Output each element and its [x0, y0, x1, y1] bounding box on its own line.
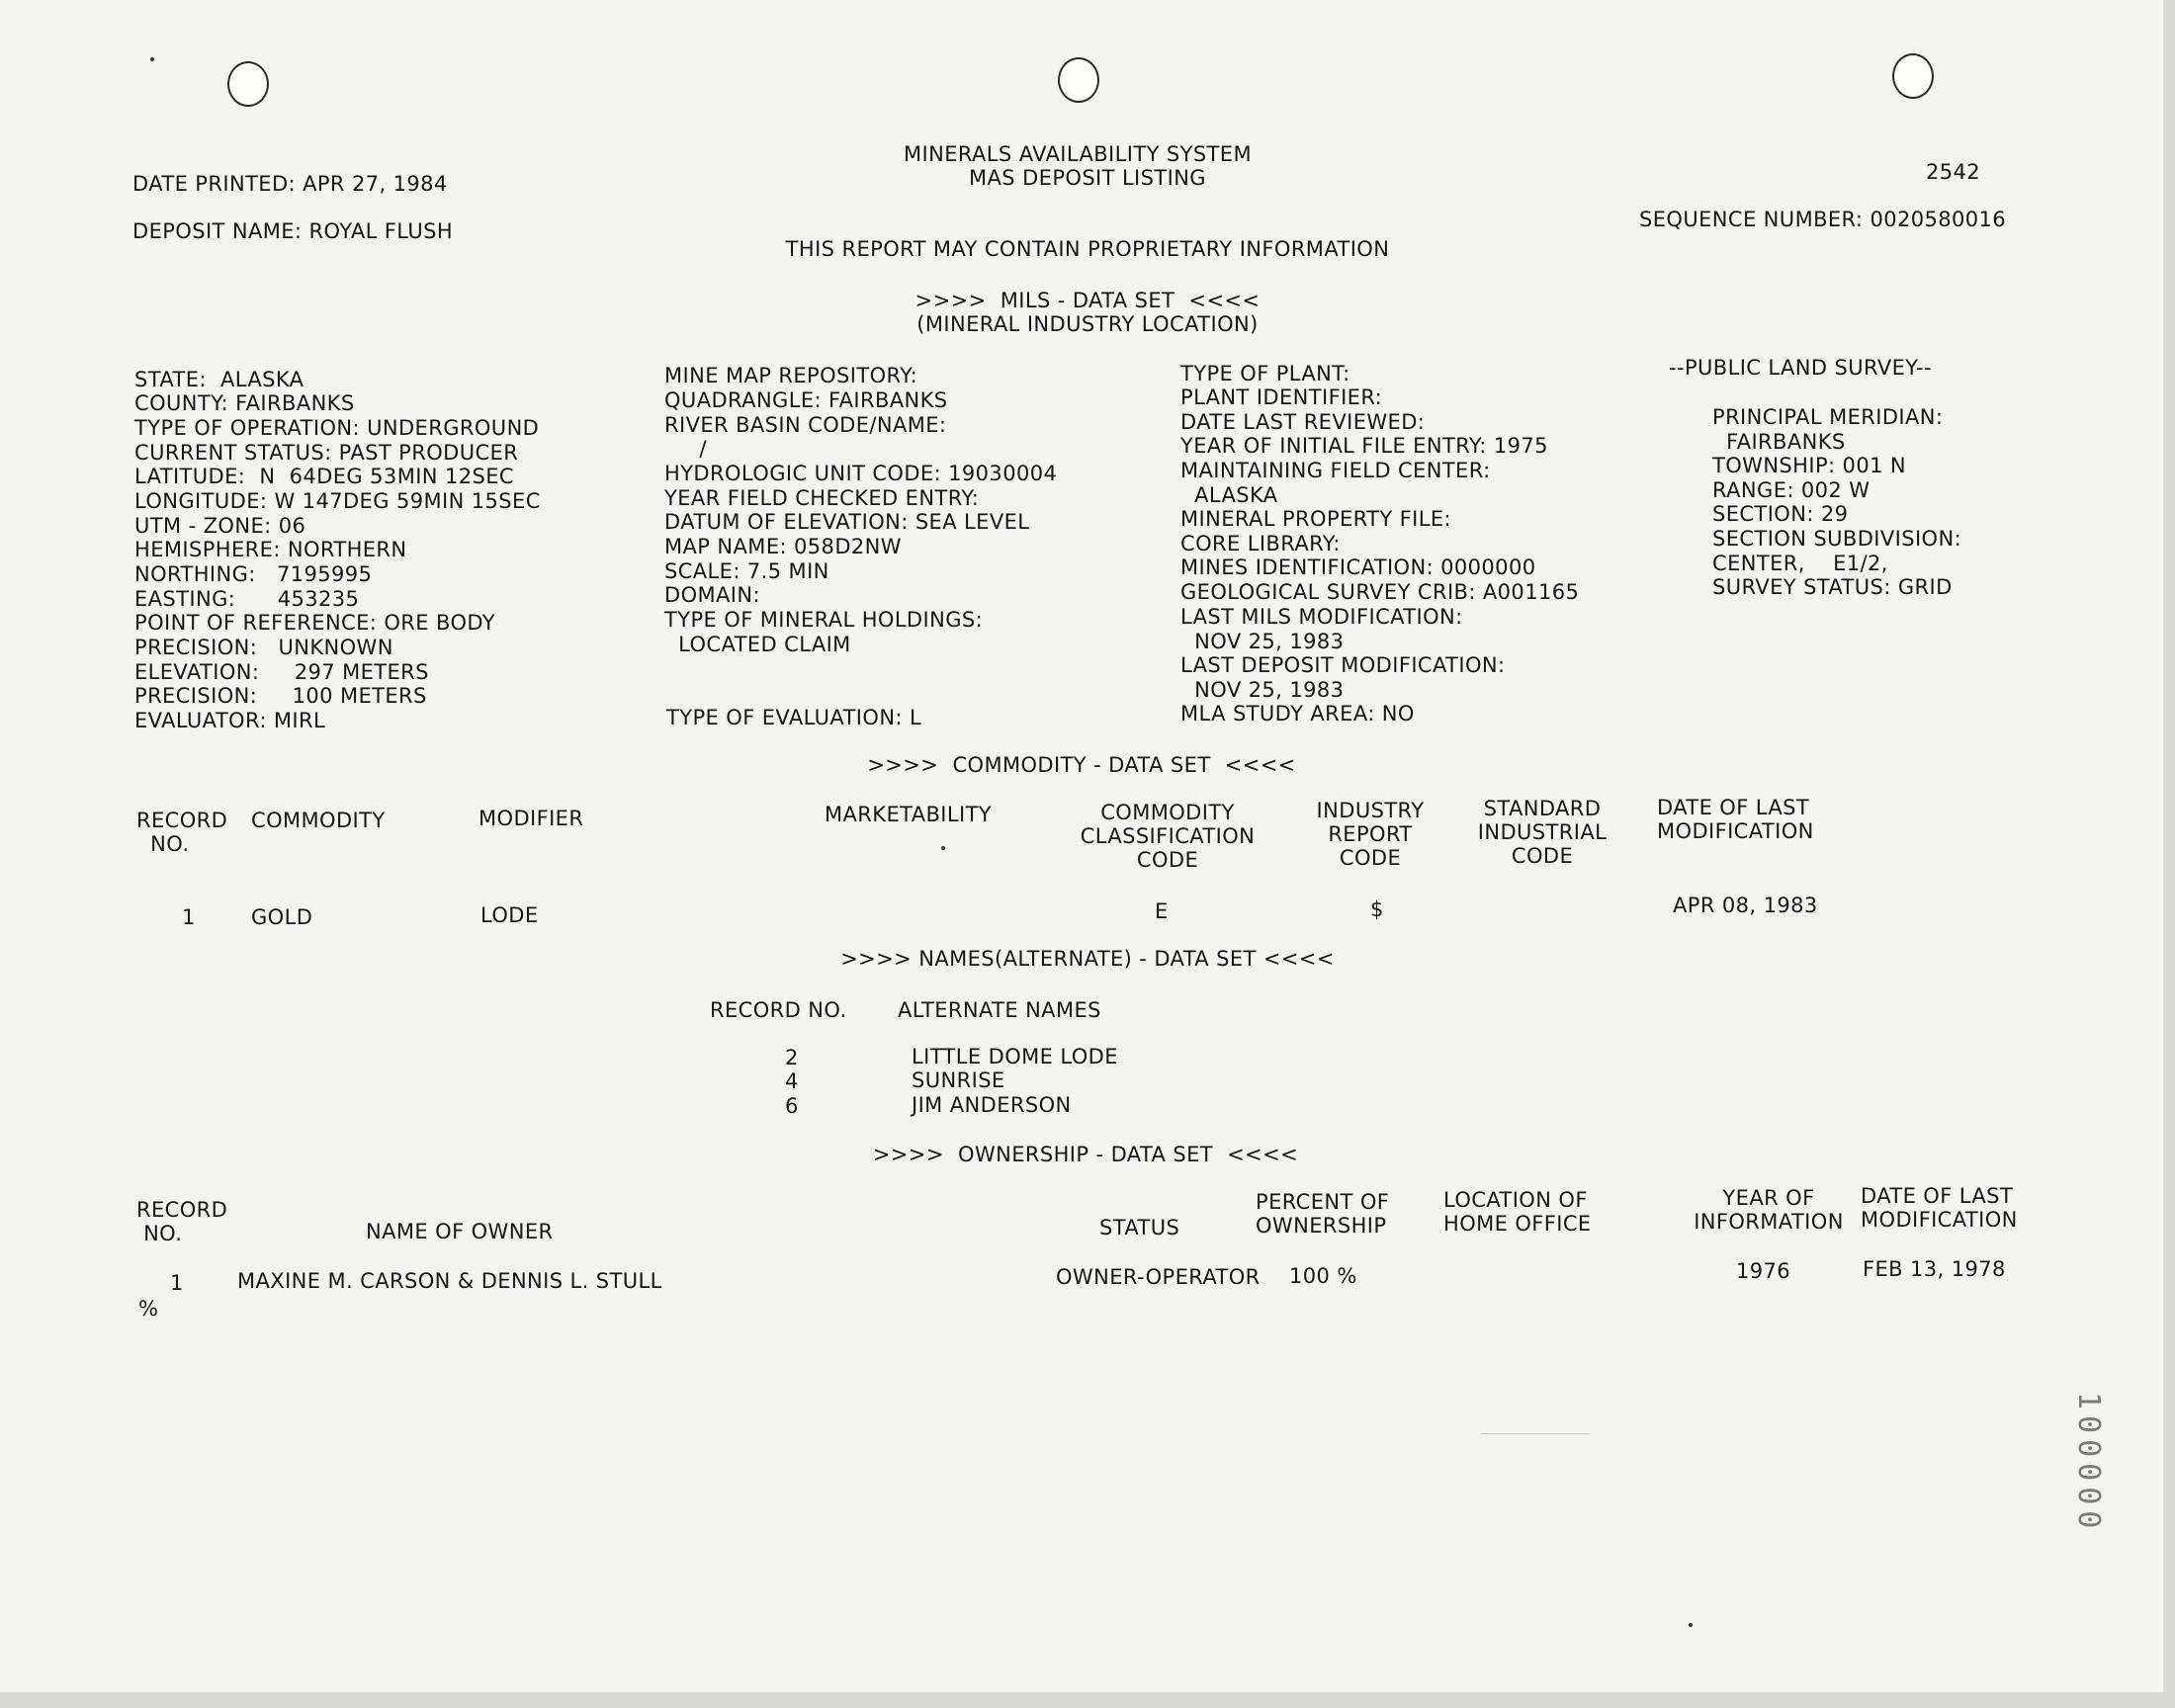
field-line: CORE LIBRARY: — [1180, 532, 1341, 555]
field-line: YEAR OF INITIAL FILE ENTRY: 1975 — [1180, 434, 1548, 458]
punch-hole-center — [1058, 57, 1099, 103]
header-owner-name: NAME OF OWNER — [366, 1220, 554, 1243]
punch-hole-left — [227, 61, 269, 107]
header-modifier: MODIFIER — [478, 807, 584, 830]
field-line: / — [664, 437, 707, 461]
field-line: ELEVATION: 297 METERS — [134, 660, 429, 684]
field-line: MAINTAINING FIELD CENTER: — [1180, 459, 1491, 482]
header-year: YEAR OF INFORMATION — [1694, 1186, 1844, 1234]
cell-owner-name: MAXINE M. CARSON & DENNIS L. STULL — [237, 1269, 662, 1293]
cell-commodity: GOLD — [251, 905, 313, 929]
header-sic-code: STANDARD INDUSTRIAL CODE — [1477, 797, 1608, 868]
field-line: TYPE OF PLANT: — [1180, 362, 1350, 385]
field-line: FAIRBANKS — [1712, 430, 1846, 454]
field-line: MINE MAP REPOSITORY: — [664, 364, 918, 387]
mils-subheading: (MINERAL INDUSTRY LOCATION) — [916, 312, 1259, 336]
field-line: SECTION SUBDIVISION: — [1712, 527, 1962, 551]
header-record-no: RECORD NO. — [136, 809, 228, 856]
field-line: TYPE OF MINERAL HOLDINGS: — [664, 608, 984, 632]
mils-heading: >>>> MILS - DATA SET <<<< — [914, 289, 1261, 312]
field-line: RIVER BASIN CODE/NAME: — [664, 413, 947, 437]
field-line: SCALE: 7.5 MIN — [664, 559, 829, 583]
names-heading: >>>> NAMES(ALTERNATE) - DATA SET <<<< — [840, 947, 1335, 971]
deposit-name: DEPOSIT NAME: ROYAL FLUSH — [132, 219, 454, 243]
cell-owner-percent: 100 % — [1289, 1264, 1357, 1288]
field-line: LOCATED CLAIM — [664, 633, 851, 656]
cell-industry: $ — [1370, 897, 1384, 921]
field-line: RANGE: 002 W — [1712, 478, 1870, 502]
field-line: EASTING: 453235 — [134, 587, 360, 611]
field-line: PRINCIPAL MERIDIAN: — [1712, 405, 1944, 429]
field-line: GEOLOGICAL SURVEY CRIB: A001165 — [1180, 580, 1580, 604]
header-classification-code: COMMODITY CLASSIFICATION CODE — [1080, 801, 1256, 872]
header-names-record: RECORD NO. — [710, 998, 847, 1022]
cell-owner-year: 1976 — [1736, 1259, 1791, 1283]
field-line: TYPE OF OPERATION: UNDERGROUND — [134, 416, 540, 440]
cell-classification: E — [1155, 899, 1169, 923]
field-line: POINT OF REFERENCE: ORE BODY — [134, 611, 496, 635]
alt-record-no: 6 — [785, 1094, 799, 1118]
field-line: CENTER, E1/2, — [1712, 552, 1888, 575]
field-line: SURVEY STATUS: GRID — [1712, 575, 1953, 599]
header-location: LOCATION OF HOME OFFICE — [1443, 1188, 1592, 1236]
ownership-heading: >>>> OWNERSHIP - DATA SET <<<< — [872, 1143, 1299, 1166]
field-line: PRECISION: 100 METERS — [134, 684, 427, 708]
alt-record-no: 4 — [785, 1069, 799, 1093]
field-line: LAST MILS MODIFICATION: — [1180, 605, 1463, 629]
field-line: CURRENT STATUS: PAST PRODUCER — [134, 441, 519, 465]
field-line: EVALUATOR: MIRL — [134, 709, 326, 732]
header-commodity: COMMODITY — [251, 809, 386, 832]
header-industry-code: INDUSTRY REPORT CODE — [1316, 799, 1425, 870]
header-date-modification: DATE OF LAST MODIFICATION — [1657, 796, 1814, 843]
scan-speck — [941, 846, 945, 850]
field-line: ALASKA — [1180, 483, 1278, 507]
field-line: TOWNSHIP: 001 N — [1712, 454, 1907, 477]
margin-stamp: 100000 — [2071, 1392, 2106, 1535]
system-title: MINERALS AVAILABILITY SYSTEM — [904, 142, 1252, 166]
field-line: MINERAL PROPERTY FILE: — [1180, 507, 1451, 531]
field-line: HEMISPHERE: NORTHERN — [134, 538, 407, 561]
field-line: PLANT IDENTIFIER: — [1180, 385, 1383, 409]
alt-record-no: 2 — [785, 1046, 799, 1069]
evaluation-type: TYPE OF EVALUATION: L — [666, 706, 922, 729]
listing-title: MAS DEPOSIT LISTING — [969, 166, 1206, 190]
trailer-mark: % — [138, 1297, 159, 1321]
field-line: YEAR FIELD CHECKED ENTRY: — [664, 486, 980, 510]
header-status: STATUS — [1099, 1216, 1180, 1239]
field-line: DOMAIN: — [664, 583, 760, 607]
page-number: 2542 — [1926, 160, 1981, 184]
field-line: DATUM OF ELEVATION: SEA LEVEL — [664, 510, 1030, 534]
field-line: LAST DEPOSIT MODIFICATION: — [1180, 653, 1506, 677]
cell-owner-date: FEB 13, 1978 — [1863, 1257, 2006, 1281]
field-line: NOV 25, 1983 — [1180, 630, 1345, 653]
field-line: STATE: ALASKA — [134, 368, 304, 391]
header-marketability: MARKETABILITY — [825, 803, 993, 826]
field-line: DATE LAST REVIEWED: — [1180, 410, 1426, 434]
commodity-heading: >>>> COMMODITY - DATA SET <<<< — [867, 753, 1296, 777]
alt-name: JIM ANDERSON — [912, 1093, 1072, 1117]
field-line: NORTHING: 7195995 — [134, 562, 373, 586]
field-line: NOV 25, 1983 — [1180, 678, 1345, 702]
cell-owner-status: OWNER-OPERATOR — [1056, 1265, 1261, 1289]
header-owner-record: RECORD NO. — [136, 1198, 228, 1245]
scan-streak — [1481, 1433, 1590, 1434]
field-line: LONGITUDE: W 147DEG 59MIN 15SEC — [134, 489, 541, 513]
alt-name: SUNRISE — [912, 1068, 1005, 1092]
field-line: UTM - ZONE: 06 — [134, 514, 306, 538]
field-line: COUNTY: FAIRBANKS — [134, 391, 355, 415]
field-line: HYDROLOGIC UNIT CODE: 19030004 — [664, 462, 1058, 485]
punch-hole-right — [1892, 53, 1934, 99]
sequence-number: SEQUENCE NUMBER: 0020580016 — [1639, 208, 2007, 231]
field-line: SECTION: 29 — [1712, 502, 1849, 526]
cell-date: APR 08, 1983 — [1673, 894, 1818, 917]
header-owner-date: DATE OF LAST MODIFICATION — [1861, 1184, 2018, 1232]
field-line: LATITUDE: N 64DEG 53MIN 12SEC — [134, 465, 514, 488]
header-alternate-names: ALTERNATE NAMES — [898, 998, 1101, 1022]
scan-speck — [1689, 1623, 1693, 1627]
cell-modifier: LODE — [480, 903, 539, 927]
scan-speck — [150, 57, 154, 61]
land-survey-title: --PUBLIC LAND SURVEY-- — [1669, 356, 1932, 380]
alt-name: LITTLE DOME LODE — [912, 1045, 1118, 1068]
proprietary-notice: THIS REPORT MAY CONTAIN PROPRIETARY INFORMATION — [785, 237, 1390, 261]
field-line: MLA STUDY AREA: NO — [1180, 702, 1415, 726]
field-line: MAP NAME: 058D2NW — [664, 535, 902, 558]
field-line: QUADRANGLE: FAIRBANKS — [664, 388, 948, 412]
header-percent: PERCENT OF OWNERSHIP — [1256, 1190, 1390, 1238]
cell-record: 1 — [182, 905, 196, 929]
field-line: PRECISION: UNKNOWN — [134, 636, 393, 659]
field-line: MINES IDENTIFICATION: 0000000 — [1180, 555, 1536, 579]
cell-owner-record: 1 — [170, 1271, 184, 1295]
date-printed: DATE PRINTED: APR 27, 1984 — [132, 172, 448, 196]
